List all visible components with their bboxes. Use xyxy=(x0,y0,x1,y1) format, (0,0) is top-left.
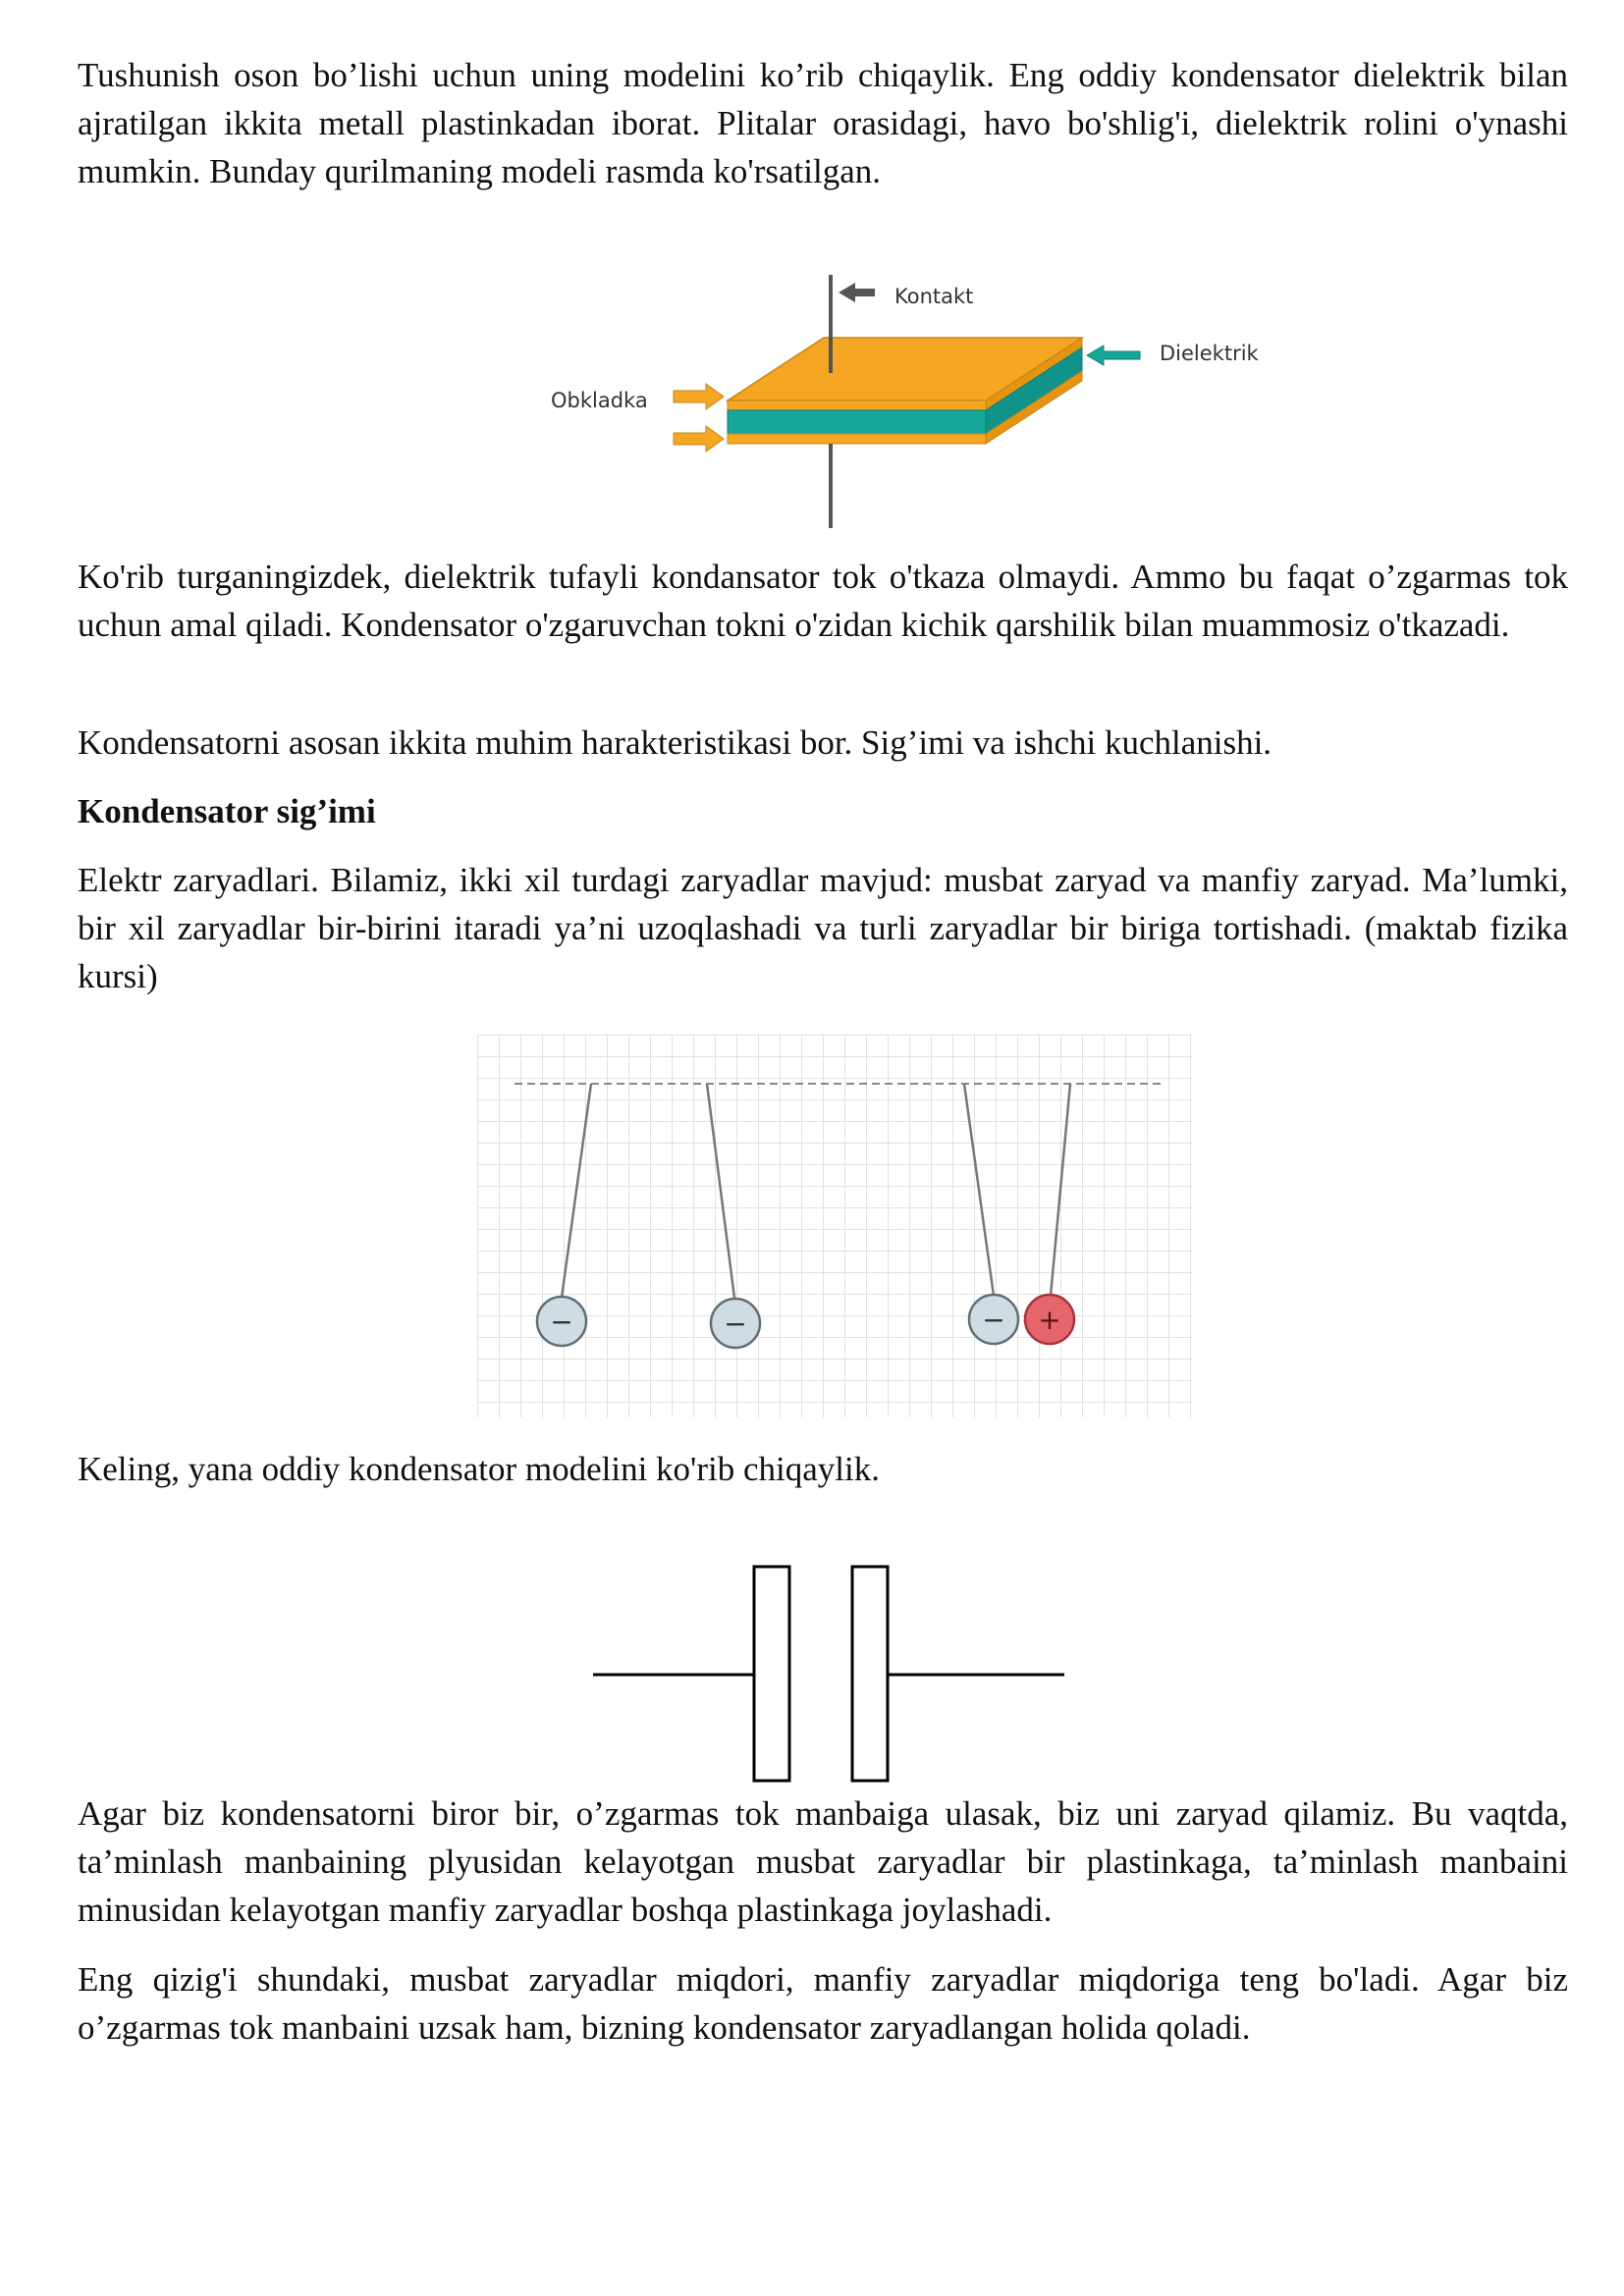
capacitor-symbol-figure xyxy=(585,1563,1076,1791)
contact-arrow-icon xyxy=(839,283,875,302)
paragraph-equal-charges: Eng qizig'i shundaki, musbat zaryadlar miqdori, manfiy zaryadlar miqdoriga teng bo'ladi. Agar biz o’zgarmas tok manbaini uzsak ham, bizning kondensator zaryadlangan holida qoladi. xyxy=(78,1960,1568,2047)
plate-arrow-top-icon xyxy=(674,384,724,409)
grid-background xyxy=(477,1035,1192,1417)
negative-charge-ball-2 xyxy=(711,1299,760,1348)
paragraph-characteristics: Kondensatorni asosan ikkita muhim harakteristikasi bor. Sig’imi va ishchi kuchlanishi. xyxy=(78,723,1272,762)
paragraph-charging: Agar biz kondensatorni biror bir, o’zgarmas tok manbaiga ulasak, biz uni zaryad qilamiz. Bu vaqtda, ta’minlash manbaining plyusidan kelayotgan musbat zaryadlar bir plastinkaga, ta’minlash manbaini minusidan kelayotgan manfiy zaryadlar boshqa plastinkaga joylashadi. xyxy=(78,1794,1568,1929)
paragraph-charges: Elektr zaryadlari. Bilamiz, ikki xil turdagi zaryadlar mavjud: musbat zaryad va manfiy zaryad. Ma’lumki, bir xil zaryadlar bir-birini itaradi ya’ni uzoqlashadi va turli zaryadlar bir biriga tortishadi. (maktab fizika kursi) xyxy=(78,861,1568,995)
negative-charge-ball-1 xyxy=(537,1297,586,1346)
label-contact: Kontakt xyxy=(894,285,974,308)
negative-charge-ball-3 xyxy=(969,1295,1018,1344)
label-dielectric: Dielektrik xyxy=(1160,342,1259,365)
label-plate: Obkladka xyxy=(551,389,648,412)
plate-arrow-bottom-icon xyxy=(674,426,724,452)
svg-text:+: + xyxy=(1038,1304,1061,1336)
paragraph-intro: Tushunish oson bo’lishi uchun uning modelini ko’rib chiqaylik. Eng oddiy kondensator dielektrik bilan ajratilgan ikkita metall plastinkadan iborat. Plitalar orasidagi, havo bo'shlig'i, dielektrik rolini o'ynashi mumkin. Bunday qurilmaning modeli rasmda ko'rsatilgan. xyxy=(78,56,1568,190)
capacitor-model-figure xyxy=(470,275,1259,535)
svg-text:−: − xyxy=(724,1308,747,1340)
positive-charge-ball xyxy=(1025,1295,1074,1344)
charges-figure xyxy=(477,1035,1192,1422)
dielectric-arrow-icon xyxy=(1087,346,1140,365)
dielectric-layer xyxy=(728,410,986,434)
paragraph-simple-model: Keling, yana oddiy kondensator modelini ko'rib chiqaylik. xyxy=(78,1450,880,1488)
bottom-plate xyxy=(728,434,986,444)
svg-text:−: − xyxy=(982,1304,1005,1336)
plate-right xyxy=(852,1567,888,1781)
paragraph-dielectric: Ko'rib turganingizdek, dielektrik tufayli kondansator tok o'tkaza olmaydi. Ammo bu faqat o’zgarmas tok uchun amal qiladi. Kondensator o'zgaruvchan tokni o'zidan kichik qarshilik bilan muammosiz o'tkazadi. xyxy=(78,558,1568,644)
section-heading: Kondensator sig’imi xyxy=(78,792,376,830)
plate-left xyxy=(754,1567,789,1781)
svg-text:−: − xyxy=(550,1306,573,1338)
